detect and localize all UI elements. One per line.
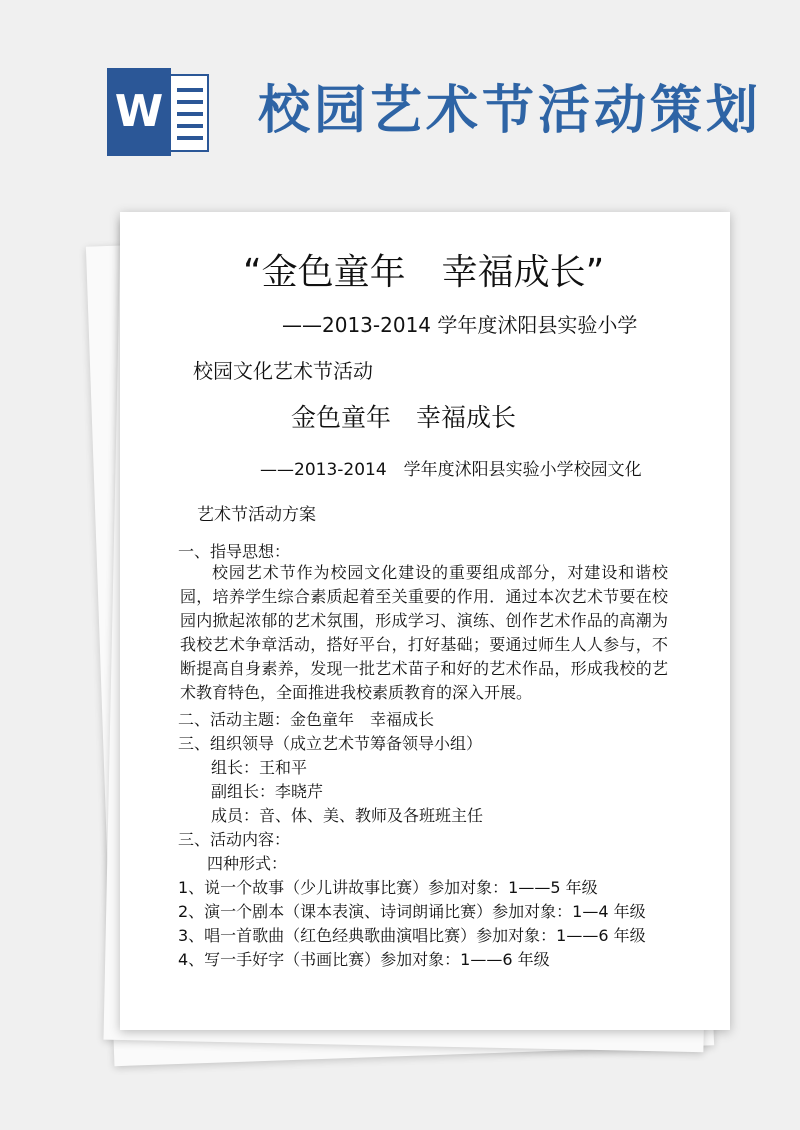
- guiding-ideas-paragraph: 校园艺术节作为校园文化建设的重要组成部分，对建设和谐校园，培养学生综合素质起着至关重要的作用．通过本次艺术节要在校园内掀起浓郁的艺术氛围，形成学习、演练、创作艺术作品的高潮为我校艺术争章活动，搭好平台，打好基础；要通过师生人人参与，不断提高自身素养，发现一批艺术苗子和好的艺术作品，形成我校的艺术教育特色，全面推进我校素质教育的深入开展。: [180, 563, 668, 702]
- list-item: 4、写一手好字（书画比赛）参加对象：1——6 年级: [178, 950, 550, 969]
- document-subtitle: ——2013-2014 学年度沭阳县实验小学: [282, 313, 638, 337]
- section-heading: 三、组织领导（成立艺术节筹备领导小组）: [178, 734, 483, 753]
- section-heading: 三、活动内容：: [178, 830, 291, 849]
- list-item: 2、演一个剧本（课本表演、诗词朗诵比赛）参加对象：1—4 年级: [178, 902, 646, 921]
- section-heading: 一、指导思想：: [178, 542, 291, 561]
- word-logo-letter: W: [107, 68, 171, 156]
- list-item: 3、唱一首歌曲（红色经典歌曲演唱比赛）参加对象：1——6 年级: [178, 926, 646, 945]
- section-theme: 二、活动主题：金色童年 幸福成长: [178, 710, 435, 729]
- leader-line: 组长：王和平: [211, 758, 308, 777]
- document-title: “金色童年 幸福成长”: [243, 252, 605, 293]
- vice-leader-line: 副组长：李晓芹: [211, 782, 324, 801]
- culture-festival-line: 校园文化艺术节活动: [193, 359, 373, 383]
- secondary-subtitle: ——2013-2014 学年度沭阳县实验小学校园文化: [260, 460, 642, 480]
- members-line: 成员：音、体、美、教师及各班班主任: [211, 806, 484, 825]
- page-title: 校园艺术节活动策划: [258, 80, 763, 141]
- forms-label: 四种形式：: [207, 854, 288, 873]
- page-header: [0, 0, 800, 200]
- list-item: 1、说一个故事（少儿讲故事比赛）参加对象：1——5 年级: [178, 878, 598, 897]
- plan-heading: 艺术节活动方案: [197, 505, 316, 525]
- secondary-title: 金色童年 幸福成长: [291, 403, 517, 432]
- word-document-icon: [107, 68, 210, 156]
